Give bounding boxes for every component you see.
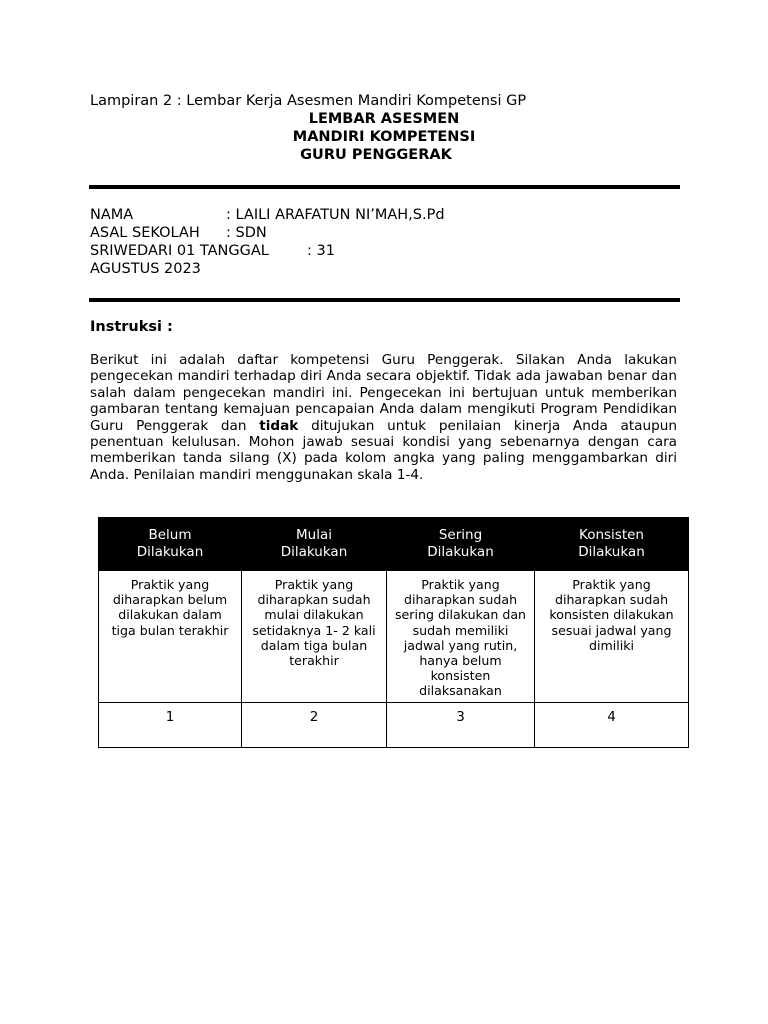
scale-score-row [99,703,689,748]
header-4-line-2: Dilakukan [578,544,645,560]
description-cell [99,571,242,703]
scale-header-row [99,518,689,571]
description-cell [387,571,535,703]
tanggal-value: : 31 [307,243,335,259]
score-cell-3[interactable]: 3 [387,703,535,748]
sekolah-value: : SDN [226,225,267,241]
description-3: Praktik yang diharapkan sudah sering dilakukan dan sudah memiliki jadwal yang rutin, hanya belum konsisten dilaksanakan [394,577,527,699]
instructions-heading: Instruksi : [90,319,173,335]
score-cell-2[interactable]: 2 [242,703,387,748]
nama-value: : LAILI ARAFATUN NI’MAH,S.Pd [226,207,445,223]
scale-description-row [99,571,689,703]
description-1: Praktik yang diharapkan belum dilakukan dalam tiga bulan terakhir [111,577,229,638]
identity-line-3: SRIWEDARI 01 TANGGAL [90,243,269,259]
title-line-1: LEMBAR ASESMEN [308,111,460,127]
header-4-line-1: Konsisten [579,527,644,543]
score-cell-4[interactable]: 4 [535,703,689,748]
header-mulai-dilakukan [242,518,387,571]
header-1-line-1: Belum [148,527,192,543]
title-line-2: MANDIRI KOMPETENSI [292,129,476,145]
description-2: Praktik yang diharapkan sudah mulai dilakukan setidaknya 1- 2 kali dalam tiga bulan terakhir [252,577,376,669]
header-3-line-2: Dilakukan [427,544,494,560]
header-konsisten-dilakukan [535,518,689,571]
scale-table [98,517,689,748]
instructions-bold-word: tidak [259,417,299,434]
sekolah-label: ASAL SEKOLAH [90,225,200,241]
title-line-3: GURU PENGGERAK [300,147,452,163]
description-cell [242,571,387,703]
instructions-text-2: ditujukan untuk penilaian kinerja Anda ataupun penentuan kelulusan. Mohon jawab sesuai kondisi yang sebenarnya dengan cara memberikan tanda silang (X) pada kolom angka yang paling menggambarkan diri Anda. Penilaian mandiri menggunakan skala 1-4. [90,417,677,483]
instructions-text-1: Berikut ini adalah daftar kompetensi Guru Penggerak. Silakan Anda lakukan pengecekan mandiri terhadap diri Anda secara objektif. Tidak ada jawaban benar dan salah dalam pengecekan mandiri ini. Pengecekan ini bertujuan untuk memberikan gambaran tentang kemajuan pencapaian Anda dalam mengikuti Program Pendidikan Guru Penggerak dan [90,352,677,434]
header-2-line-1: Mulai [296,527,332,543]
bottom-rule [89,298,680,302]
instructions-paragraph [90,352,677,483]
header-belum-dilakukan [99,518,242,571]
header-sering-dilakukan [387,518,535,571]
header-1-line-2: Dilakukan [136,544,204,560]
top-rule [89,185,680,189]
description-cell [535,571,689,703]
header-3-line-1: Sering [438,527,483,543]
nama-label: NAMA [90,207,134,223]
description-4: Praktik yang diharapkan sudah konsisten dilakukan sesuai jadwal yang dimiliki [549,577,674,653]
score-cell-1[interactable]: 1 [99,703,242,748]
identity-line-4: AGUSTUS 2023 [90,261,201,277]
lampiran-caption: Lampiran 2 : Lembar Kerja Asesmen Mandiri Kompetensi GP [90,93,527,109]
header-2-line-2: Dilakukan [280,544,348,560]
